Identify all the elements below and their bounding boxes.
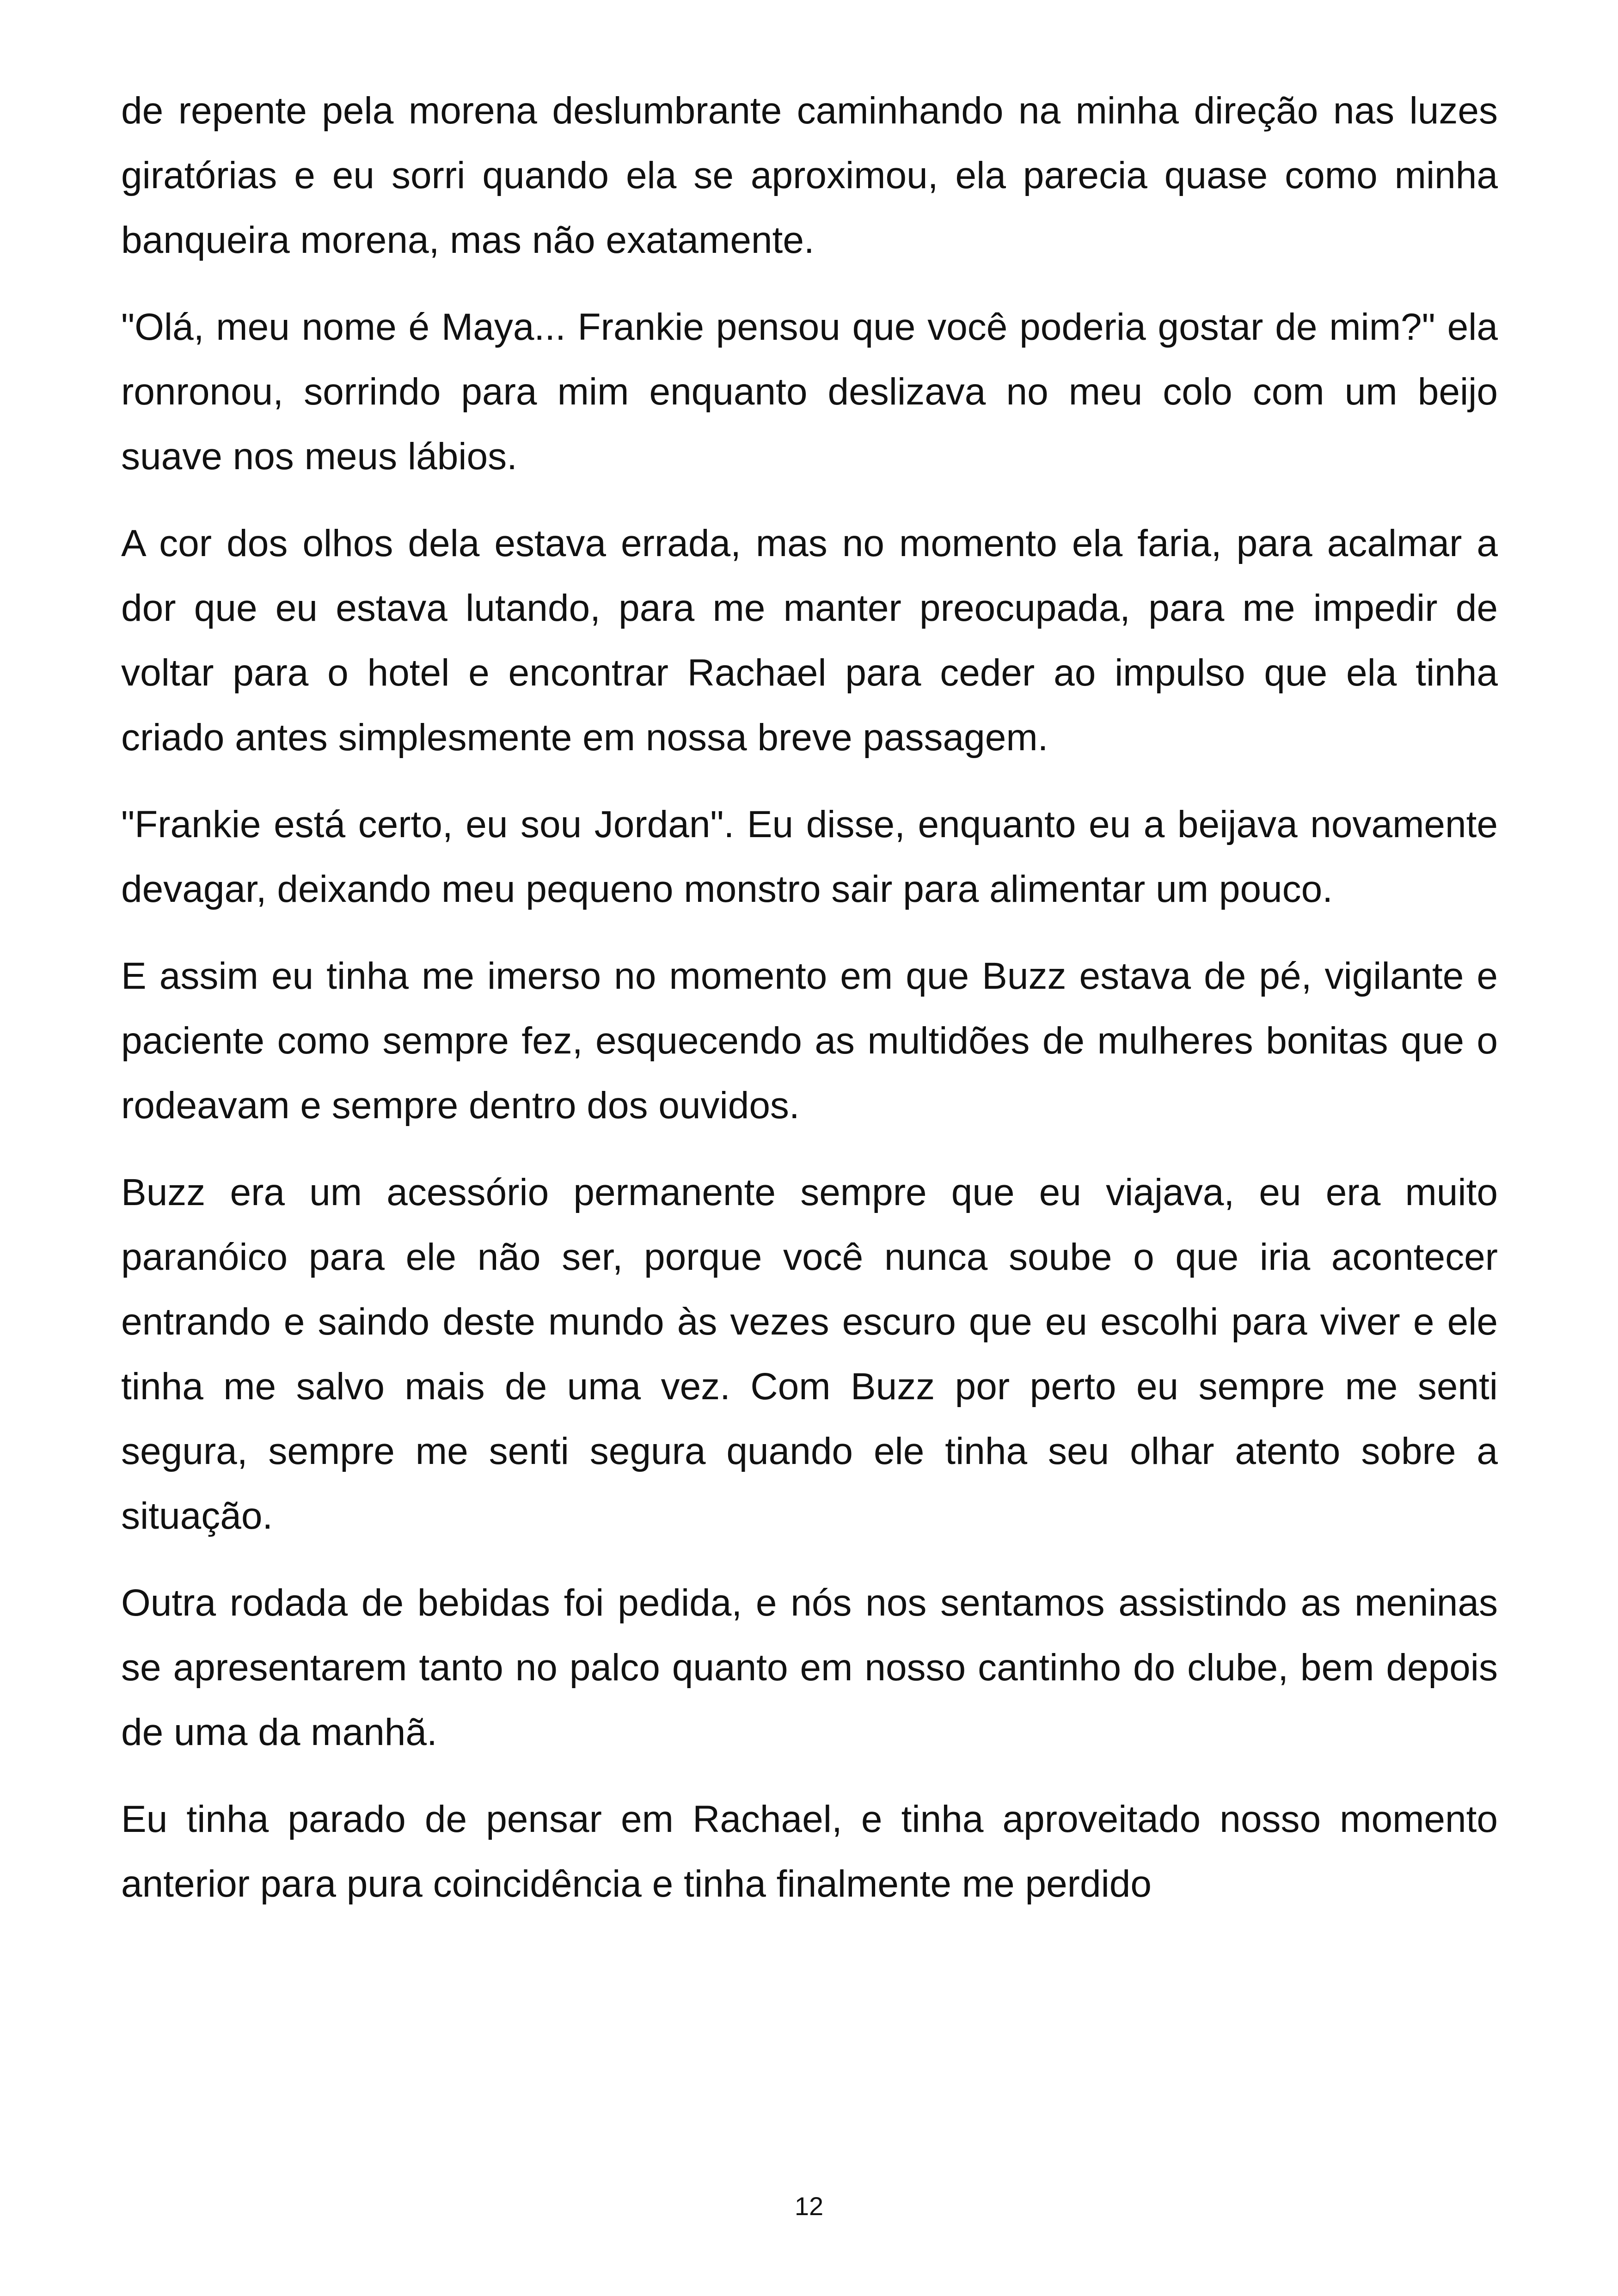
paragraph-2: "Olá, meu nome é Maya... Frankie pensou que você poderia gostar de mim?" ela ronronou, sorrindo para mim enquanto deslizava no meu colo com um beijo suave nos meus lábios. <box>121 306 1498 478</box>
page-number: 12 <box>794 2192 824 2221</box>
paragraph-8: Eu tinha parado de pensar em Rachael, e tinha aproveitado nosso momento anterior para pura coincidência e tinha finalmente me perdido <box>121 1798 1498 1905</box>
paragraph-3: A cor dos olhos dela estava errada, mas no momento ela faria, para acalmar a dor que eu estava lutando, para me manter preocupada, para me impedir de voltar para o hotel e encontrar Rachael para ceder ao impulso que ela tinha criado antes simplesmente em nossa breve passagem. <box>121 522 1498 759</box>
body-text <box>121 79 1498 1939</box>
paragraph-6: Buzz era um acessório permanente sempre que eu viajava, eu era muito paranóico para ele não ser, porque você nunca soube o que iria acontecer entrando e saindo deste mundo às vezes escuro que eu escolhi para viver e ele tinha me salvo mais de uma vez. Com Buzz por perto eu sempre me senti segura, sempre me senti segura quando ele tinha seu olhar atento sobre a situação. <box>121 1171 1498 1537</box>
paragraph-1: de repente pela morena deslumbrante caminhando na minha direção nas luzes giratórias e eu sorri quando ela se aproximou, ela parecia quase como minha banqueira morena, mas não exatamente. <box>121 90 1498 261</box>
paragraph-5: E assim eu tinha me imerso no momento em que Buzz estava de pé, vigilante e paciente como sempre fez, esquecendo as multidões de mulheres bonitas que o rodeavam e sempre dentro dos ouvidos. <box>121 955 1498 1127</box>
paragraph-4: "Frankie está certo, eu sou Jordan". Eu disse, enquanto eu a beijava novamente devagar, deixando meu pequeno monstro sair para alimentar um pouco. <box>121 803 1498 910</box>
paragraph-7: Outra rodada de bebidas foi pedida, e nós nos sentamos assistindo as meninas se apresentarem tanto no palco quanto em nosso cantinho do clube, bem depois de uma da manhã. <box>121 1582 1498 1753</box>
